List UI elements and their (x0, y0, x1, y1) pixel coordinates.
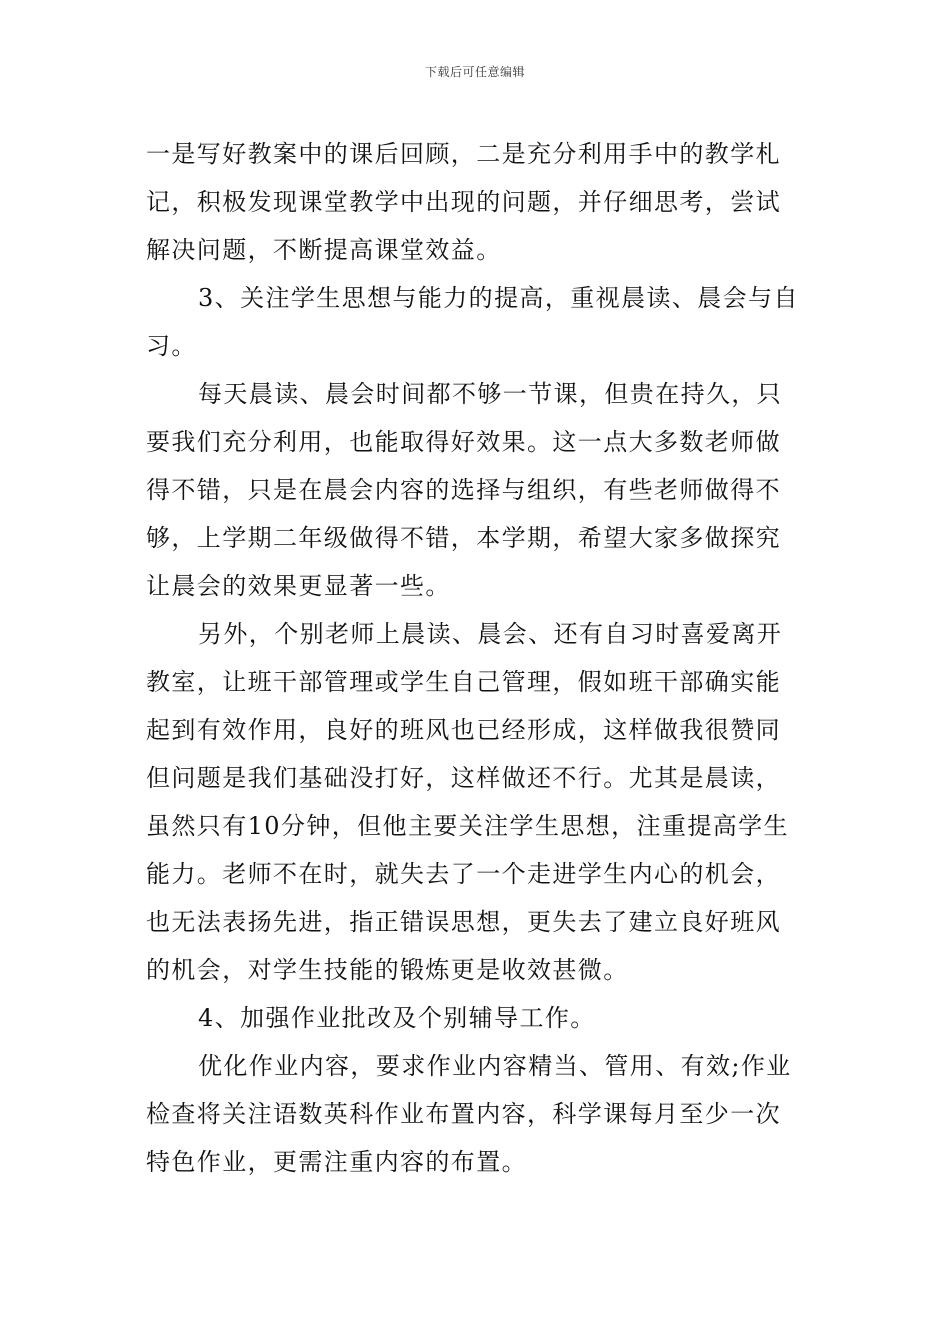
section-heading-line: 4、加强作业批改及个别辅导工作。 (198, 1004, 596, 1032)
paragraph (146, 130, 806, 274)
text-line: 特色作业，更需注重内容的布置。 (146, 1148, 527, 1176)
paragraph (146, 274, 806, 370)
text-line: 记，积极发现课堂教学中出现的问题，并仔细思考，尝试 (146, 188, 781, 216)
text-line: 虽然只有10分钟，但他主要关注学生思想，注重提高学生 (146, 812, 789, 840)
text-line: 教室，让班干部管理或学生自己管理，假如班干部确实能 (146, 668, 781, 696)
paragraph (146, 1042, 806, 1186)
text-line: 也无法表扬先进，指正错误思想，更失去了建立良好班风 (146, 908, 781, 936)
text-line: 但问题是我们基础没打好，这样做还不行。尤其是晨读， (146, 764, 781, 792)
text-line: 习。 (146, 332, 197, 360)
paragraph (146, 370, 806, 610)
text-line: 得不错，只是在晨会内容的选择与组织，有些老师做得不 (146, 476, 781, 504)
text-line: 能力。老师不在时，就失去了一个走进学生内心的机会， (146, 860, 781, 888)
text-line: 优化作业内容，要求作业内容精当、管用、有效;作业 (198, 1052, 792, 1080)
text-line: 要我们充分利用，也能取得好效果。这一点大多数老师做 (146, 428, 781, 456)
text-line: 一是写好教案中的课后回顾，二是充分利用手中的教学札 (146, 140, 781, 168)
paragraph (146, 994, 806, 1042)
text-line: 另外，个别老师上晨读、晨会、还有自习时喜爱离开 (198, 620, 783, 648)
page-header: 下载后可任意编辑 (424, 65, 525, 79)
text-line: 的机会，对学生技能的锻炼更是收效甚微。 (146, 956, 629, 984)
text-line: 解决问题，不断提高课堂效益。 (146, 236, 502, 264)
text-line: 让晨会的效果更显著一些。 (146, 572, 451, 600)
paragraph (146, 610, 806, 994)
text-line: 够，上学期二年级做得不错，本学期，希望大家多做探究 (146, 524, 781, 552)
document-body (146, 130, 806, 1186)
text-line: 每天晨读、晨会时间都不够一节课，但贵在持久，只 (198, 380, 783, 408)
text-line: 起到有效作用，良好的班风也已经形成，这样做我很赞同 (146, 716, 781, 744)
section-heading-line: 3、关注学生思想与能力的提高，重视晨读、晨会与自 (198, 284, 799, 312)
text-line: 检查将关注语数英科作业布置内容，科学课每月至少一次 (146, 1100, 781, 1128)
